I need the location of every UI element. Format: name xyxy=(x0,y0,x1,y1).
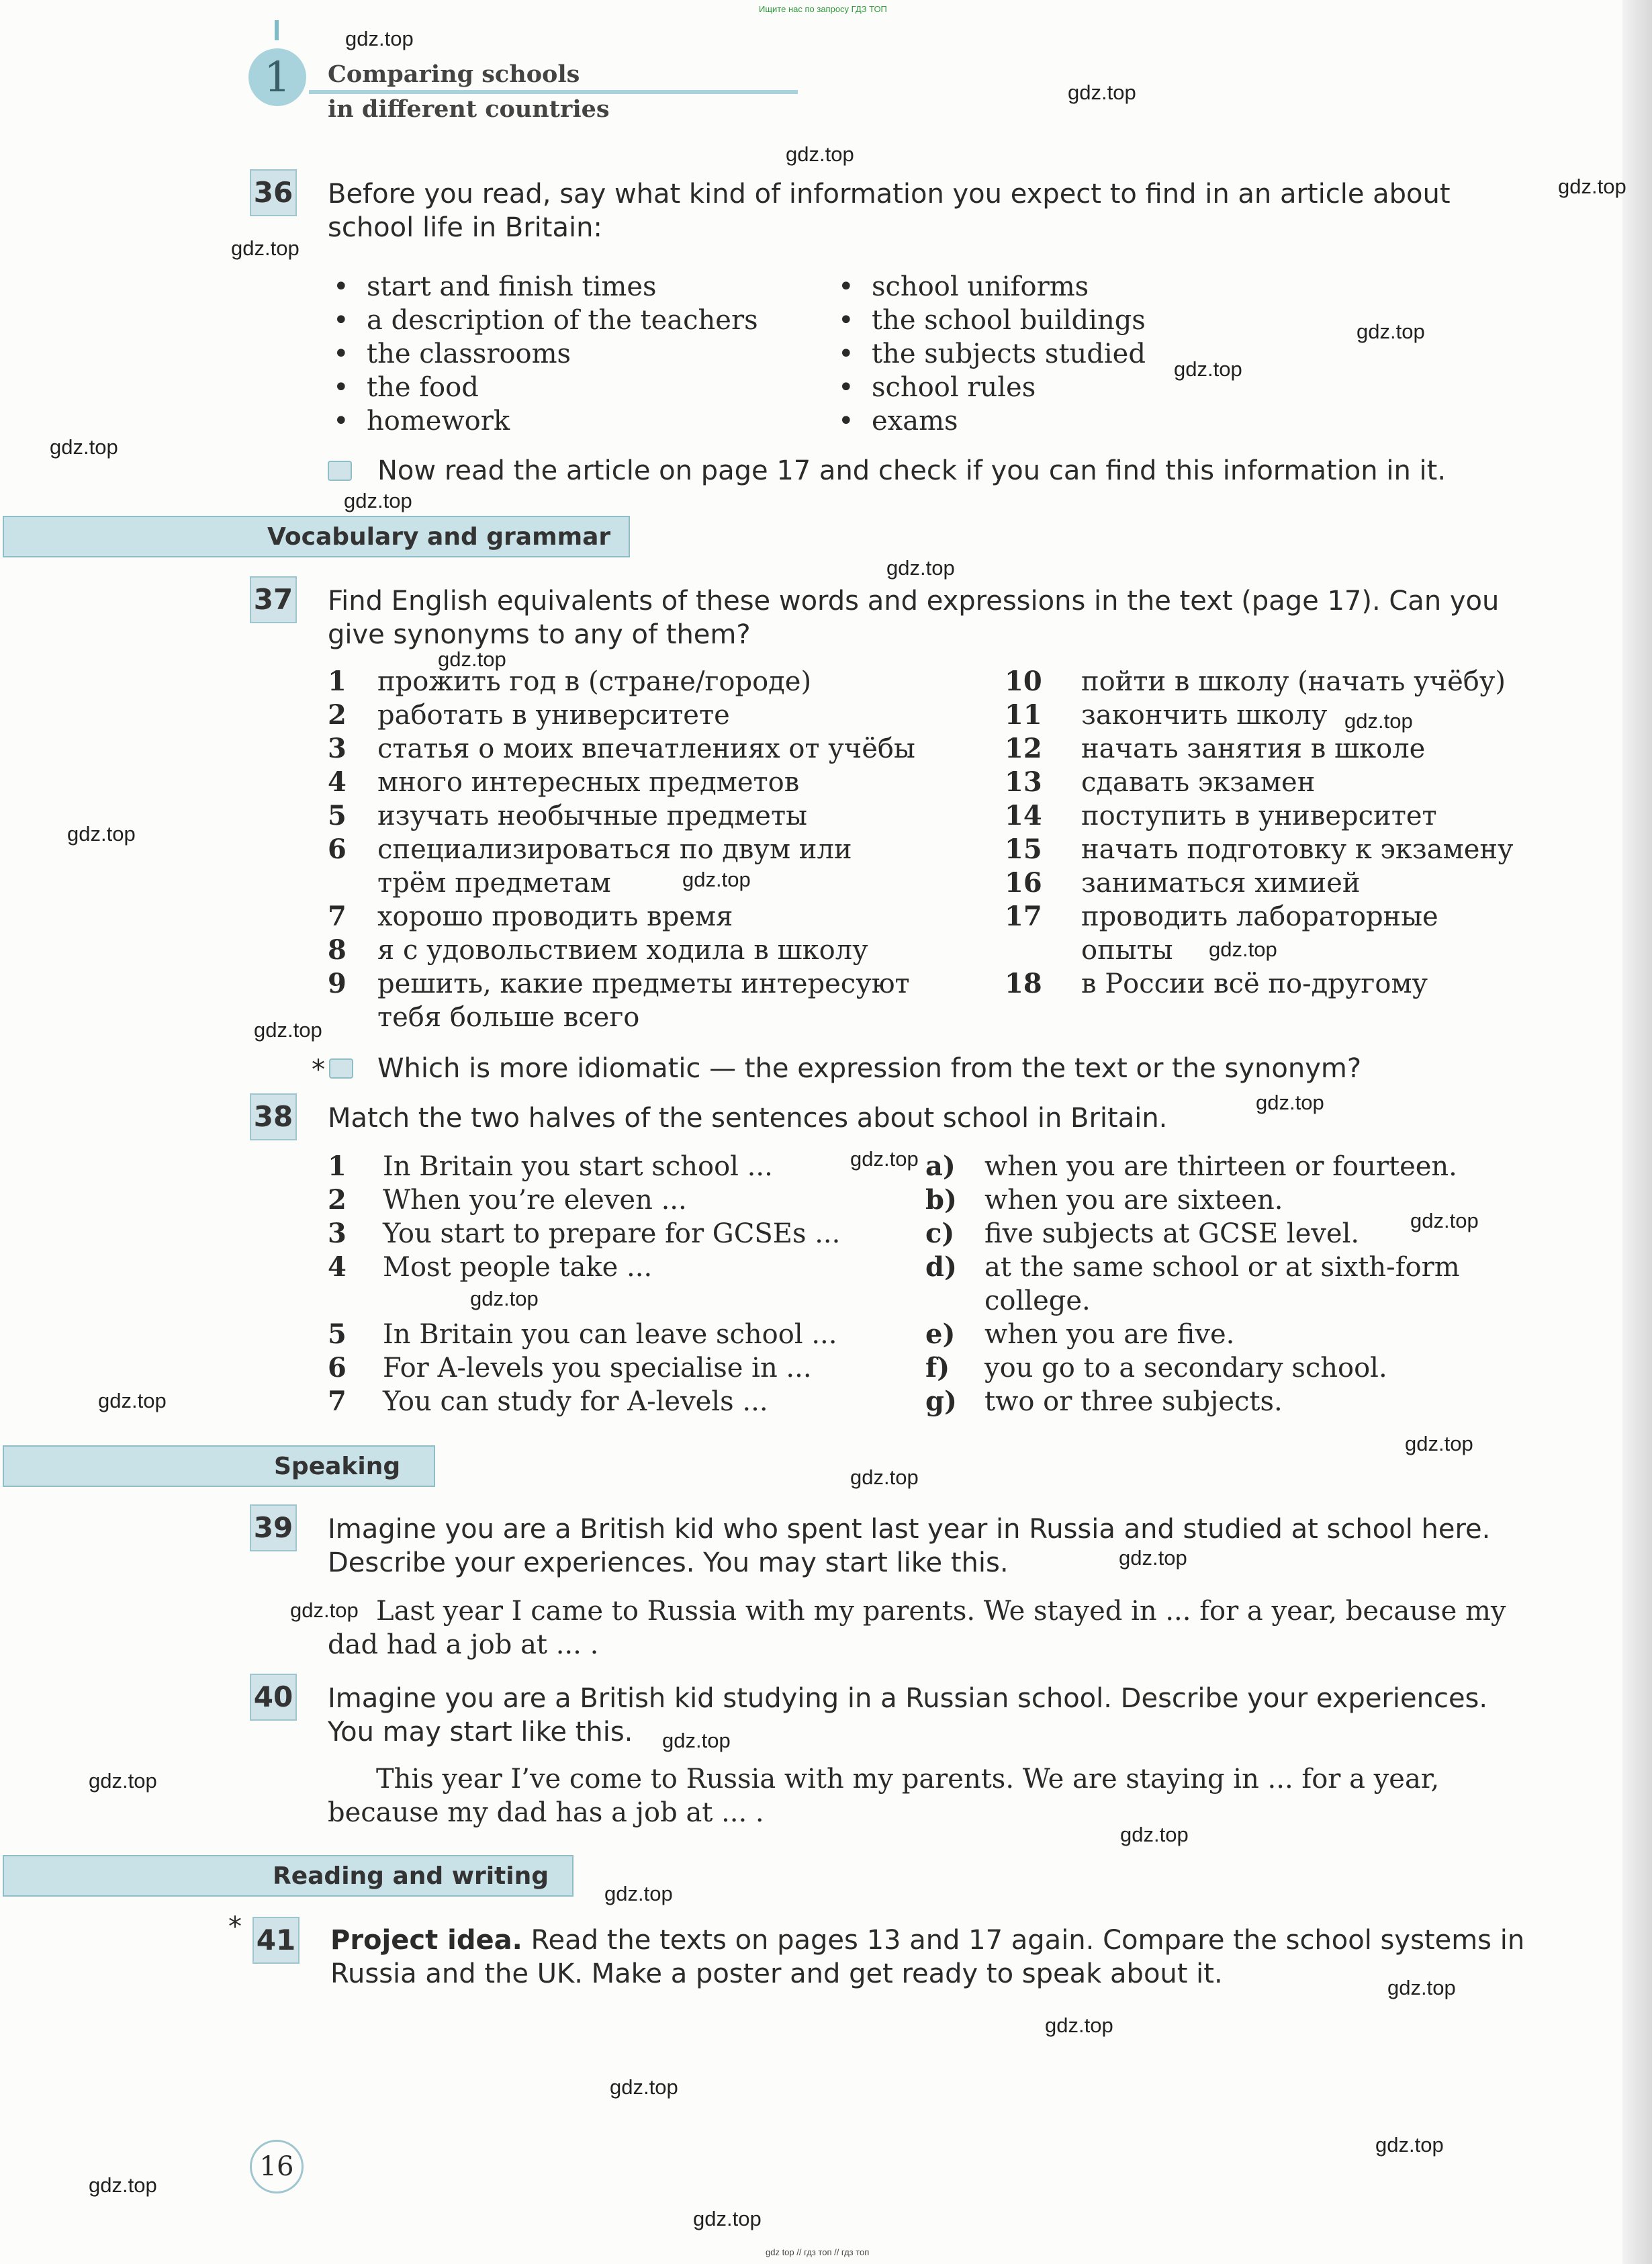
item-letter: a) xyxy=(925,1150,956,1182)
bullet: • xyxy=(333,338,349,369)
exercise-40-instruction: Imagine you are a British kid studying in a Russian school. Describe your experiences. You may start like this. xyxy=(328,1683,1488,1748)
item-number: 4 xyxy=(328,1251,347,1283)
bullet: • xyxy=(838,305,854,336)
list-item: проводить лабораторные xyxy=(1081,901,1438,932)
list-item: начать занятия в школе xyxy=(1081,733,1426,764)
item-letter: g) xyxy=(925,1386,957,1417)
header-tick xyxy=(275,20,279,40)
list-item: school uniforms xyxy=(872,271,1089,302)
watermark-text: gdz.top xyxy=(662,1729,731,1752)
watermark-text: gdz.top xyxy=(1120,1823,1189,1846)
item-number: 14 xyxy=(1005,800,1042,831)
top-note: Ищите нас по запросу ГДЗ ТОП xyxy=(759,4,887,14)
watermark-text: gdz.top xyxy=(1357,320,1425,343)
list-item: homework xyxy=(367,406,510,437)
unit-number-badge xyxy=(248,48,306,106)
bullet: • xyxy=(838,406,854,437)
watermark-text: gdz.top xyxy=(850,1147,919,1171)
list-item: when you are five. xyxy=(984,1319,1235,1350)
exercise-40-number: 40 xyxy=(250,1674,297,1721)
item-number: 7 xyxy=(328,1386,347,1417)
list-item: пойти в школу (начать учёбу) xyxy=(1081,666,1506,697)
item-number: 13 xyxy=(1005,766,1042,798)
item-number: 18 xyxy=(1005,968,1042,999)
unit-title-line1: Comparing schools xyxy=(328,60,580,88)
list-item: In Britain you start school ... xyxy=(383,1151,773,1182)
watermark-text: gdz.top xyxy=(345,27,414,50)
bullet: • xyxy=(333,271,349,302)
bullet: • xyxy=(333,406,349,437)
watermark-text: gdz.top xyxy=(50,435,118,459)
exercise-36-instruction: Before you read, say what kind of information you expect to find in an article about school life in Britain: xyxy=(328,179,1451,243)
list-item: two or three subjects. xyxy=(984,1386,1283,1417)
item-number: 10 xyxy=(1005,666,1042,697)
item-number: 6 xyxy=(328,833,347,865)
list-item: You can study for A-levels ... xyxy=(383,1386,768,1417)
item-number: 5 xyxy=(328,1318,347,1350)
item-letter: e) xyxy=(925,1318,956,1350)
exercise-39-instruction: Imagine you are a British kid who spent last year in Russia and studied at school here. Describe your experiences. You may start like this. xyxy=(328,1514,1491,1578)
item-number: 3 xyxy=(328,733,347,764)
list-item-continued: college. xyxy=(984,1285,1091,1316)
list-item: прожить год в (стране/городе) xyxy=(377,666,812,697)
watermark-text: gdz.top xyxy=(438,647,506,671)
watermark-text: gdz.top xyxy=(290,1598,359,1622)
watermark-text: gdz.top xyxy=(610,2075,678,2099)
item-number: 17 xyxy=(1005,901,1042,932)
list-item: the food xyxy=(367,372,479,403)
list-item: сдавать экзамен xyxy=(1081,767,1316,798)
list-item: заниматься химией xyxy=(1081,868,1361,899)
list-item: school rules xyxy=(872,372,1036,403)
item-letter: b) xyxy=(925,1184,957,1216)
watermark-text: gdz.top xyxy=(1558,175,1626,198)
item-number: 2 xyxy=(328,699,347,731)
list-item: You start to prepare for GCSEs ... xyxy=(383,1218,841,1249)
section-banner-vocabulary: Vocabulary and grammar xyxy=(3,516,630,557)
watermark-text: gdz.top xyxy=(1256,1091,1324,1114)
page-number-badge xyxy=(250,2140,304,2193)
item-letter: c) xyxy=(925,1218,955,1249)
list-item: when you are thirteen or fourteen. xyxy=(984,1151,1457,1182)
exercise-37-instruction: Find English equivalents of these words and expressions in the text (page 17). Can you give synonyms to any of them? xyxy=(328,586,1500,650)
list-item: много интересных предметов xyxy=(377,767,800,798)
exercise-41-text xyxy=(330,1923,1536,1991)
watermark-text: gdz.top xyxy=(1068,81,1136,104)
item-number: 4 xyxy=(328,766,347,798)
page-number: 16 xyxy=(259,2151,294,2182)
list-item: For A-levels you specialise in ... xyxy=(383,1353,812,1384)
item-number: 2 xyxy=(328,1184,347,1216)
list-item: в России всё по-другому xyxy=(1081,968,1428,999)
item-number: 1 xyxy=(328,1150,347,1182)
exercise-41-number: 41 xyxy=(253,1917,300,1964)
item-number: 16 xyxy=(1005,867,1042,899)
bullet: • xyxy=(838,372,854,403)
exercise-37-number: 37 xyxy=(250,576,297,623)
watermark-text: gdz.top xyxy=(344,489,412,512)
list-item: exams xyxy=(872,406,958,437)
watermark-text: gdz.top xyxy=(682,868,751,891)
list-item: изучать необычные предметы xyxy=(377,801,807,831)
unit-header xyxy=(242,20,846,128)
list-item: you go to a secondary school. xyxy=(984,1353,1387,1384)
header-rule xyxy=(309,90,798,94)
item-number: 12 xyxy=(1005,733,1042,764)
watermark-text: gdz.top xyxy=(1209,938,1277,961)
watermark-text: gdz.top xyxy=(470,1287,539,1310)
exercise-37-followup: Which is more idiomatic — the expression from the text or the synonym? xyxy=(377,1053,1362,1084)
watermark-text: gdz.top xyxy=(1405,1432,1473,1455)
bullet: • xyxy=(333,305,349,336)
list-item: five subjects at GCSE level. xyxy=(984,1218,1360,1249)
list-item: when you are sixteen. xyxy=(984,1185,1283,1216)
watermark-text: gdz.top xyxy=(1344,709,1413,733)
unit-title-line2: in different countries xyxy=(328,95,610,123)
project-idea-label: Project idea. xyxy=(330,1925,522,1956)
list-item: In Britain you can leave school ... xyxy=(383,1319,837,1350)
item-letter: d) xyxy=(925,1251,957,1283)
checkbox-icon xyxy=(328,461,352,481)
watermark-text: gdz.top xyxy=(89,1769,157,1793)
exercise-36-number: 36 xyxy=(250,169,297,216)
list-item: a description of the teachers xyxy=(367,305,758,336)
watermark-text: gdz.top xyxy=(604,1882,673,1905)
list-item: the subjects studied xyxy=(872,338,1146,369)
list-item: хорошо проводить время xyxy=(377,901,733,932)
item-number: 15 xyxy=(1005,833,1042,865)
watermark-text: gdz.top xyxy=(1375,2133,1444,2157)
watermark-text: gdz.top xyxy=(1387,1976,1456,1999)
item-number: 1 xyxy=(328,666,347,697)
watermark-text: gdz.top xyxy=(98,1389,167,1412)
section-banner-reading-writing: Reading and writing xyxy=(3,1855,573,1897)
checkbox-icon xyxy=(329,1058,353,1079)
watermark-text: gdz.top xyxy=(67,822,136,846)
watermark-text: gdz.top xyxy=(254,1018,322,1042)
item-number: 11 xyxy=(1005,699,1042,731)
list-item: специализироваться по двум или xyxy=(377,834,852,865)
section-banner-speaking: Speaking xyxy=(3,1445,435,1487)
list-item: закончить школу xyxy=(1081,700,1328,731)
star-mark: * xyxy=(312,1054,325,1085)
watermark-text: gdz.top xyxy=(1174,357,1242,381)
bullet: • xyxy=(838,338,854,369)
list-item: поступить в университет xyxy=(1081,801,1437,831)
watermark-text: gdz.top xyxy=(1410,1209,1479,1232)
list-item: Most people take ... xyxy=(383,1252,653,1283)
list-item: я с удовольствием ходила в школу xyxy=(377,935,868,966)
item-number: 3 xyxy=(328,1218,347,1249)
item-number: 8 xyxy=(328,934,347,966)
project-idea-body: Read the texts on pages 13 and 17 again. Compare the school systems in Russia and the UK. Make a poster and get ready to speak about it. xyxy=(330,1925,1525,1989)
bullet: • xyxy=(838,271,854,302)
watermark-text: gdz.top xyxy=(1045,2013,1113,2037)
watermark-text: gdz.top xyxy=(886,556,955,580)
watermark-text: gdz.top xyxy=(693,2207,762,2230)
star-mark: * xyxy=(228,1911,242,1942)
exercise-39-example: Last year I came to Russia with my parents. We stayed in ... for a year, because my dad had a job at ... . xyxy=(328,1596,1506,1660)
watermark-text: gdz.top xyxy=(89,2173,157,2197)
watermark-text: gdz.top xyxy=(231,236,300,260)
item-number: 7 xyxy=(328,901,347,932)
list-item: the classrooms xyxy=(367,338,571,369)
watermark-text: gdz.top xyxy=(1119,1546,1187,1570)
list-item-continued: тебя больше всего xyxy=(377,1002,640,1033)
exercise-38-number: 38 xyxy=(250,1093,297,1140)
item-number: 6 xyxy=(328,1352,347,1384)
bullet: • xyxy=(333,372,349,403)
item-number: 9 xyxy=(328,968,347,999)
list-item: at the same school or at sixth-form xyxy=(984,1252,1460,1283)
list-item: статья о моих впечатлениях от учёбы xyxy=(377,733,915,764)
watermark-text: gdz.top xyxy=(786,142,854,166)
list-item: start and finish times xyxy=(367,271,657,302)
item-letter: f) xyxy=(925,1352,950,1384)
list-item: When you’re eleven ... xyxy=(383,1185,687,1216)
exercise-38-instruction: Match the two halves of the sentences about school in Britain. xyxy=(328,1103,1168,1134)
item-number: 5 xyxy=(328,800,347,831)
list-item: решить, какие предметы интересуют xyxy=(377,968,910,999)
page-edge-shadow xyxy=(1622,0,1652,2264)
list-item-continued: опыты xyxy=(1081,935,1173,966)
list-item: начать подготовку к экзамену xyxy=(1081,834,1514,865)
unit-number: 1 xyxy=(264,52,291,101)
exercise-36-followup: Now read the article on page 17 and check if you can find this information in it. xyxy=(377,455,1447,486)
exercise-39-number: 39 xyxy=(250,1504,297,1551)
watermark-text: gdz.top xyxy=(850,1465,919,1489)
list-item-continued: трём предметам xyxy=(377,868,611,899)
bottom-note: gdz top // гдз топ // гдз топ xyxy=(766,2247,870,2257)
list-item: the school buildings xyxy=(872,305,1146,336)
exercise-40-example: This year I’ve come to Russia with my parents. We are staying in ... for a year, because my dad has a job at ... . xyxy=(328,1764,1440,1828)
list-item: работать в университете xyxy=(377,700,730,731)
